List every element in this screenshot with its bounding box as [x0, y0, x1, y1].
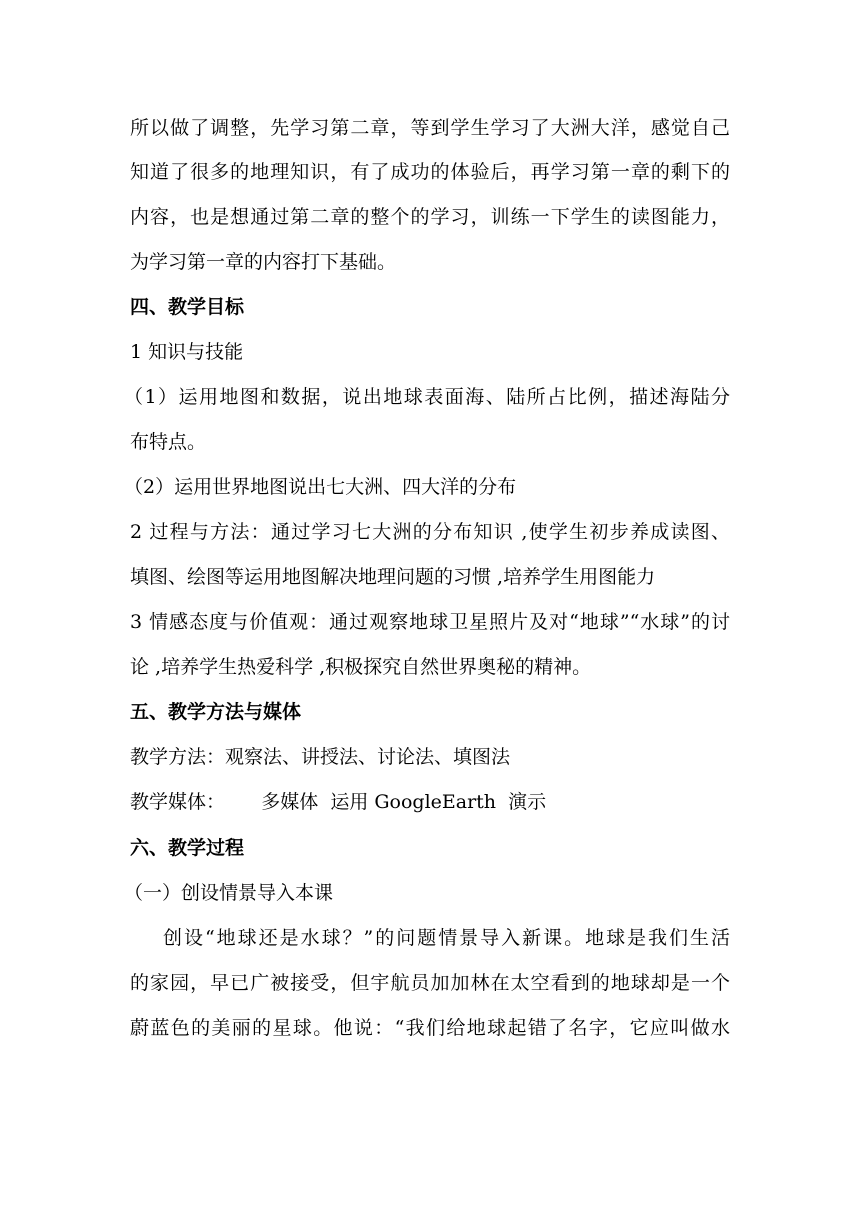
objective-line: （1）运用地图和数据，说出地球表面海、陆所占比例，描述海陆分: [124, 386, 730, 408]
subsection-heading: 1 知识与技能: [130, 341, 244, 363]
subsection-heading: （一）创设情景导入本课: [124, 882, 334, 904]
method-line: 教学方法：观察法、讲授法、讨论法、填图法: [130, 746, 511, 768]
objective-line: 布特点。: [130, 431, 207, 453]
objective-line: （2）运用世界地图说出七大洲、四大洋的分布: [124, 476, 517, 498]
paragraph-line: 创设“地球还是水球？”的问题情景导入新课。地球是我们生活: [163, 927, 730, 949]
paragraph-line: 所以做了调整，先学习第二章，等到学生学习了大洲大洋，感觉自己: [130, 117, 730, 139]
objective-line: 3 情感态度与价值观：通过观察地球卫星照片及对“地球”“水球”的讨: [130, 611, 730, 633]
paragraph-line: 蔚蓝色的美丽的星球。他说：“我们给地球起错了名字，它应叫做水: [130, 1017, 730, 1039]
objective-line: 2 过程与方法：通过学习七大洲的分布知识 ,使学生初步养成读图、: [130, 521, 730, 543]
paragraph-line: 知道了很多的地理知识，有了成功的体验后，再学习第一章的剩下的: [130, 161, 730, 183]
section-heading: 六、教学过程: [130, 837, 245, 859]
section-heading: 四、教学目标: [130, 296, 245, 318]
section-heading: 五、教学方法与媒体: [130, 701, 302, 723]
objective-line: 填图、绘图等运用地图解决地理问题的习惯 ,培养学生用图能力: [130, 566, 656, 588]
objective-line: 论 ,培养学生热爱科学 ,积极探究自然世界奥秘的精神。: [130, 656, 592, 678]
media-line: 教学媒体： 多媒体 运用 GoogleEarth 演示: [130, 791, 547, 813]
paragraph-line: 的家园，早已广被接受，但宇航员加加林在太空看到的地球却是一个: [130, 972, 730, 994]
paragraph-line: 为学习第一章的内容打下基础。: [130, 251, 397, 273]
paragraph-line: 内容，也是想通过第二章的整个的学习，训练一下学生的读图能力，: [130, 206, 730, 228]
